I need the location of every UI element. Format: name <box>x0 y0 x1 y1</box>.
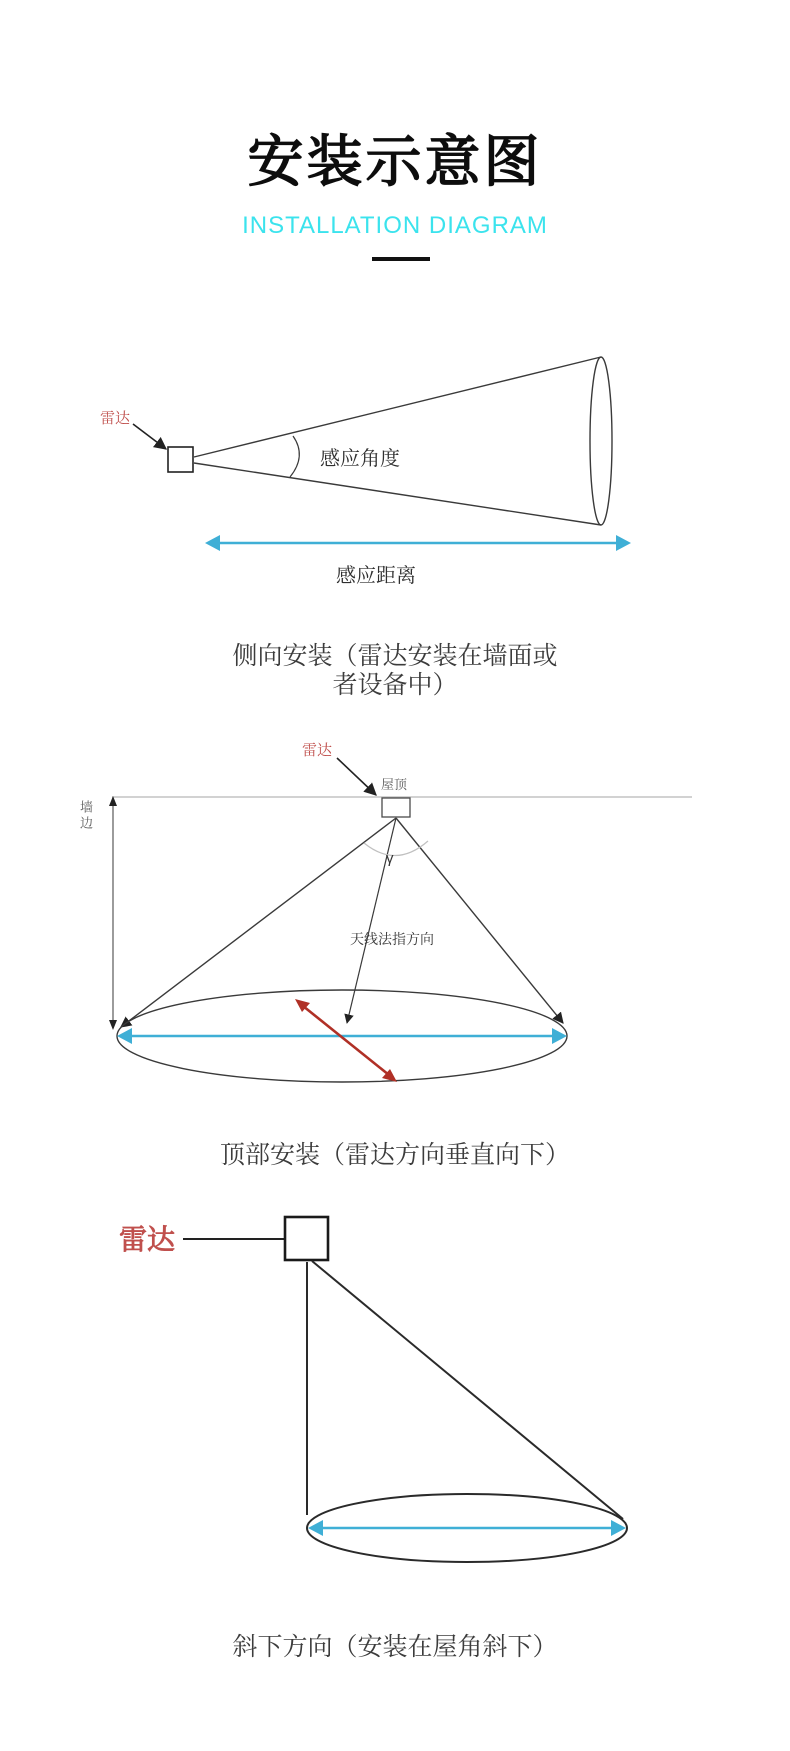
side-radar-label: 雷达 <box>100 410 131 427</box>
radar-box <box>168 447 193 472</box>
distance-arrow-right-icon <box>616 535 631 551</box>
red-cross-arrow-line <box>303 1006 389 1075</box>
cone-lower-line <box>194 463 601 525</box>
distance-arrow-left-icon <box>205 535 220 551</box>
side-install-caption-line1: 侧向安装（雷达安装在墙面或 <box>232 642 558 670</box>
roof-label: 屋顶 <box>381 777 408 792</box>
page-title: 安装示意图 <box>247 130 543 193</box>
wall-arrow-down-icon <box>109 1020 117 1030</box>
apex-angle-arc <box>364 841 428 856</box>
sensing-distance-label: 感应距离 <box>336 565 416 587</box>
side-install-caption-line2: 者设备中） <box>332 671 458 699</box>
tilt-radar-label: 雷达 <box>119 1224 176 1255</box>
tilt-install-caption: 斜下方向（安装在屋角斜下） <box>232 1633 558 1661</box>
radar-box <box>285 1217 328 1260</box>
cone-left-line <box>121 818 396 1027</box>
top-radar-label: 雷达 <box>302 742 333 759</box>
sensing-angle-label: 感应角度 <box>320 448 400 470</box>
antenna-direction-label: 天线法指方向 <box>350 931 434 947</box>
beam-ellipse <box>590 357 612 525</box>
top-install-diagram <box>0 740 790 1110</box>
angle-symbol-label: γ <box>386 850 394 867</box>
top-install-caption: 顶部安装（雷达方向垂直向下） <box>219 1141 570 1169</box>
radar-box <box>382 798 410 817</box>
radar-pointer-arrow-icon <box>337 758 376 795</box>
radar-pointer-arrow-icon <box>133 424 166 449</box>
title-divider <box>372 257 430 261</box>
tilt-install-diagram <box>0 1200 790 1600</box>
sensing-angle-arc <box>290 436 299 477</box>
wall-edge-label: 墙边 <box>78 800 93 832</box>
page-subtitle: INSTALLATION DIAGRAM <box>242 212 548 239</box>
beam-diagonal-line <box>312 1261 623 1519</box>
